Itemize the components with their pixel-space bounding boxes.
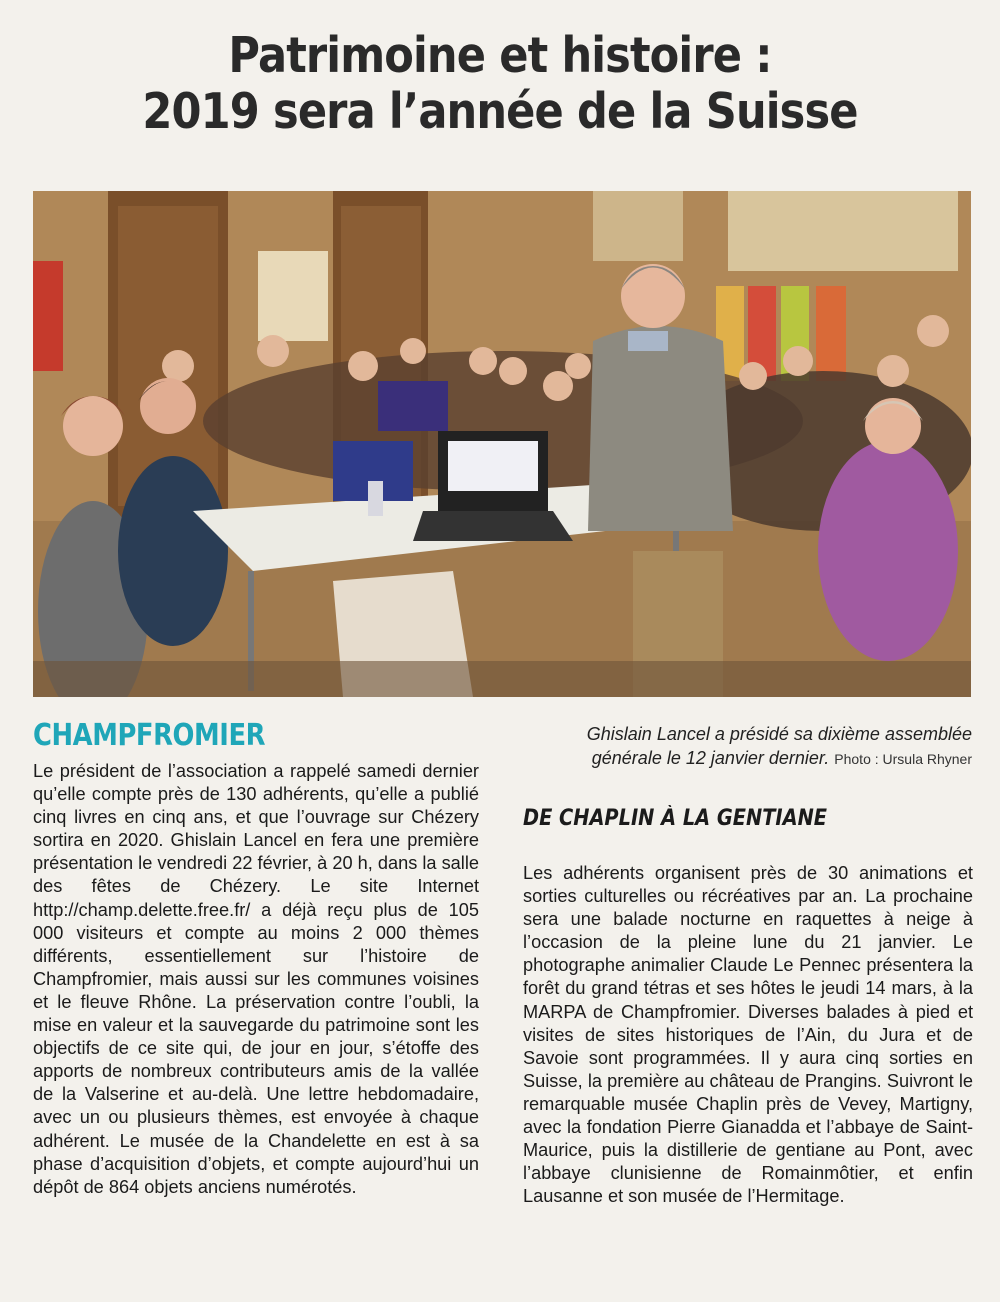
- headline-line-1: Patrimoine et histoire :: [228, 27, 772, 84]
- assembly-photo-illustration: [33, 191, 971, 697]
- section-title: CHAMPFROMIER: [33, 718, 266, 753]
- headline-line-2: 2019 sera l’année de la Suisse: [142, 83, 858, 140]
- assembly-photo: [33, 191, 971, 697]
- right-column: [523, 862, 973, 1208]
- caption-text: Ghislain Lancel a présidé sa dixième assemblée générale le 12 janvier dernier.: [586, 724, 972, 768]
- headline: [60, 28, 940, 140]
- photo-caption: [520, 722, 972, 771]
- left-column: [33, 760, 479, 1199]
- right-column-body: Les adhérents organisent près de 30 animations et sorties culturelles ou récréatives par an. La prochaine sera une balade nocturne en raquettes à neige à l’occasion de la pleine lune du 21 janvier. Le photographe animalier Claude Le Pennec présentera la forêt du grand tétras et ses hôtes le jeudi 14 mars, à la MARPA de Champfromier. Diverses balades à pied et visites de sites historiques de l’Ain, du Jura et de Savoie sont programmées. Il y aura cinq sorties en Suisse, la première au château de Prangins. Suivront le remarquable musée Chaplin près de Vevey, Martigny, avec la fondation Pierre Gianadda et l’abbaye de Saint-Maurice, puis la distillerie de gentiane au Pont, avec l’abbaye clunisienne de Romainmôtier, et enfin Lausanne et son musée de l’Hermitage.: [523, 863, 973, 1207]
- man-sweater: [588, 326, 733, 531]
- photo-credit: Photo : Ursula Rhyner: [834, 751, 972, 767]
- left-column-body: Le président de l’association a rappelé samedi dernier qu’elle compte près de 130 adhérents, qu’elle a publié cinq livres en cinq ans, et que l’ouvrage sur Chézery sortira en 2020. Ghislain Lancel en fera une première présentation le vendredi 22 février, à 20 h, dans la salle des fêtes de Chézery. Le site Internet http://champ.delette.free.fr/ a déjà reçu plus de 105 000 visiteurs et compte au moins 2 000 thèmes différents, essentiellement sur l’histoire de Champfromier, mais aussi sur les communes voisines et le fleuve Rhône. La préservation contre l’oubli, la mise en valeur et la sauvegarde du patrimoine sont les objectifs de ce site qui, de jour en jour, s’étoffe des apports de nombreux contributeurs amis de la vallée de la Valserine et au-delà. Une lettre hebdomadaire, avec un ou plusieurs thèmes, est envoyée à chaque adhérent. Le musée de la Chandelette en est à sa phase d’acquisition d’objets, et compte aujourd’hui un dépôt de 864 objets anciens numérotés.: [33, 761, 479, 1197]
- right-subhead: DE CHAPLIN À LA GENTIANE: [523, 806, 828, 831]
